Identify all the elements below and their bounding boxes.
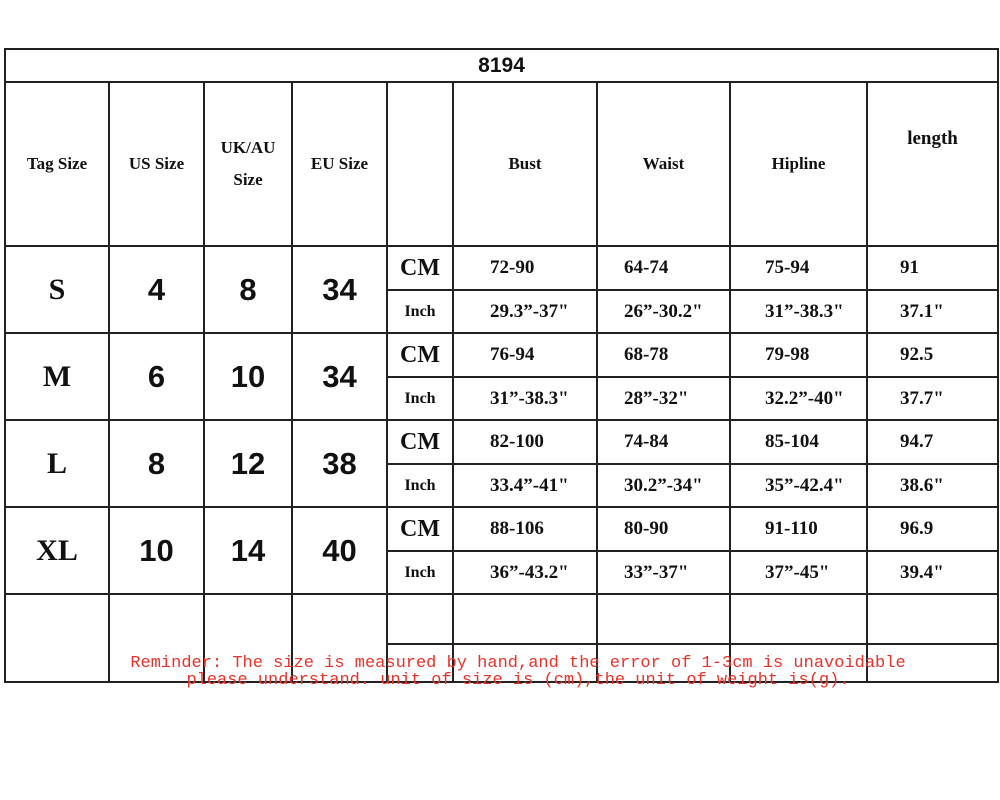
length-inch-cell: 37.7" — [867, 377, 998, 420]
unit-cm-cell: CM — [387, 507, 453, 551]
hipline-cm-cell: 91-110 — [730, 507, 867, 551]
us-size-cell: 4 — [109, 246, 204, 333]
hipline-cm-cell: 79-98 — [730, 333, 867, 377]
waist-inch-cell: 28”-32" — [597, 377, 730, 420]
bust-cm-cell: 82-100 — [453, 420, 597, 464]
bust-inch-cell: 36”-43.2" — [453, 551, 597, 594]
uk-size-cell: 12 — [204, 420, 292, 507]
uk-size-cell: 10 — [204, 333, 292, 420]
tag-size-cell: S — [5, 246, 109, 333]
reminder-line-1: Reminder: The size is measured by hand,and the error of 1-3cm is unavoidable — [130, 654, 906, 673]
eu-size-cell: 34 — [292, 333, 387, 420]
empty-cell — [597, 594, 730, 644]
eu-size-cell: 38 — [292, 420, 387, 507]
unit-inch-cell: Inch — [387, 464, 453, 507]
hipline-inch-cell: 31”-38.3" — [730, 290, 867, 333]
bust-cm-cell: 76-94 — [453, 333, 597, 377]
hipline-inch-cell: 37”-45" — [730, 551, 867, 594]
header-length: length — [867, 82, 998, 246]
length-cm-cell: 96.9 — [867, 507, 998, 551]
header-waist: Waist — [597, 82, 730, 246]
empty-row — [5, 594, 998, 644]
bust-inch-cell: 33.4”-41" — [453, 464, 597, 507]
length-inch-cell: 39.4" — [867, 551, 998, 594]
waist-cm-cell: 74-84 — [597, 420, 730, 464]
size-chart-table — [4, 48, 999, 683]
chart-title: 8194 — [5, 49, 998, 82]
tag-size-cell: L — [5, 420, 109, 507]
header-hipline: Hipline — [730, 82, 867, 246]
unit-cm-cell: CM — [387, 246, 453, 290]
us-size-cell: 8 — [109, 420, 204, 507]
bust-cm-cell: 88-106 — [453, 507, 597, 551]
unit-inch-cell: Inch — [387, 551, 453, 594]
bust-inch-cell: 31”-38.3" — [453, 377, 597, 420]
table-row — [5, 246, 998, 290]
hipline-inch-cell: 35”-42.4" — [730, 464, 867, 507]
waist-cm-cell: 64-74 — [597, 246, 730, 290]
tag-size-cell: XL — [5, 507, 109, 594]
eu-size-cell: 34 — [292, 246, 387, 333]
unit-inch-cell: Inch — [387, 290, 453, 333]
length-cm-cell: 94.7 — [867, 420, 998, 464]
waist-cm-cell: 68-78 — [597, 333, 730, 377]
header-bust: Bust — [453, 82, 597, 246]
reminder-note — [0, 655, 1000, 689]
header-uk-au-size: UK/AU Size — [204, 82, 292, 246]
waist-inch-cell: 30.2”-34" — [597, 464, 730, 507]
uk-size-cell: 8 — [204, 246, 292, 333]
waist-inch-cell: 26”-30.2" — [597, 290, 730, 333]
header-row — [5, 82, 998, 246]
empty-cell — [867, 594, 998, 644]
length-inch-cell: 37.1" — [867, 290, 998, 333]
empty-cell — [453, 594, 597, 644]
tag-size-cell: M — [5, 333, 109, 420]
header-eu-size: EU Size — [292, 82, 387, 246]
hipline-cm-cell: 85-104 — [730, 420, 867, 464]
unit-cm-cell: CM — [387, 333, 453, 377]
length-inch-cell: 38.6" — [867, 464, 998, 507]
uk-size-cell: 14 — [204, 507, 292, 594]
table-row — [5, 507, 998, 551]
hipline-cm-cell: 75-94 — [730, 246, 867, 290]
us-size-cell: 10 — [109, 507, 204, 594]
header-tag-size: Tag Size — [5, 82, 109, 246]
table-row — [5, 333, 998, 377]
empty-cell — [387, 594, 453, 644]
hipline-inch-cell: 32.2”-40" — [730, 377, 867, 420]
bust-cm-cell: 72-90 — [453, 246, 597, 290]
length-cm-cell: 91 — [867, 246, 998, 290]
eu-size-cell: 40 — [292, 507, 387, 594]
table-row — [5, 420, 998, 464]
bust-inch-cell: 29.3”-37" — [453, 290, 597, 333]
unit-cm-cell: CM — [387, 420, 453, 464]
empty-cell — [730, 594, 867, 644]
header-us-size: US Size — [109, 82, 204, 246]
waist-cm-cell: 80-90 — [597, 507, 730, 551]
reminder-line-2: please understand. unit of size is (cm),the unit of weight is(g). — [186, 671, 850, 690]
us-size-cell: 6 — [109, 333, 204, 420]
length-cm-cell: 92.5 — [867, 333, 998, 377]
header-unit — [387, 82, 453, 246]
waist-inch-cell: 33”-37" — [597, 551, 730, 594]
unit-inch-cell: Inch — [387, 377, 453, 420]
